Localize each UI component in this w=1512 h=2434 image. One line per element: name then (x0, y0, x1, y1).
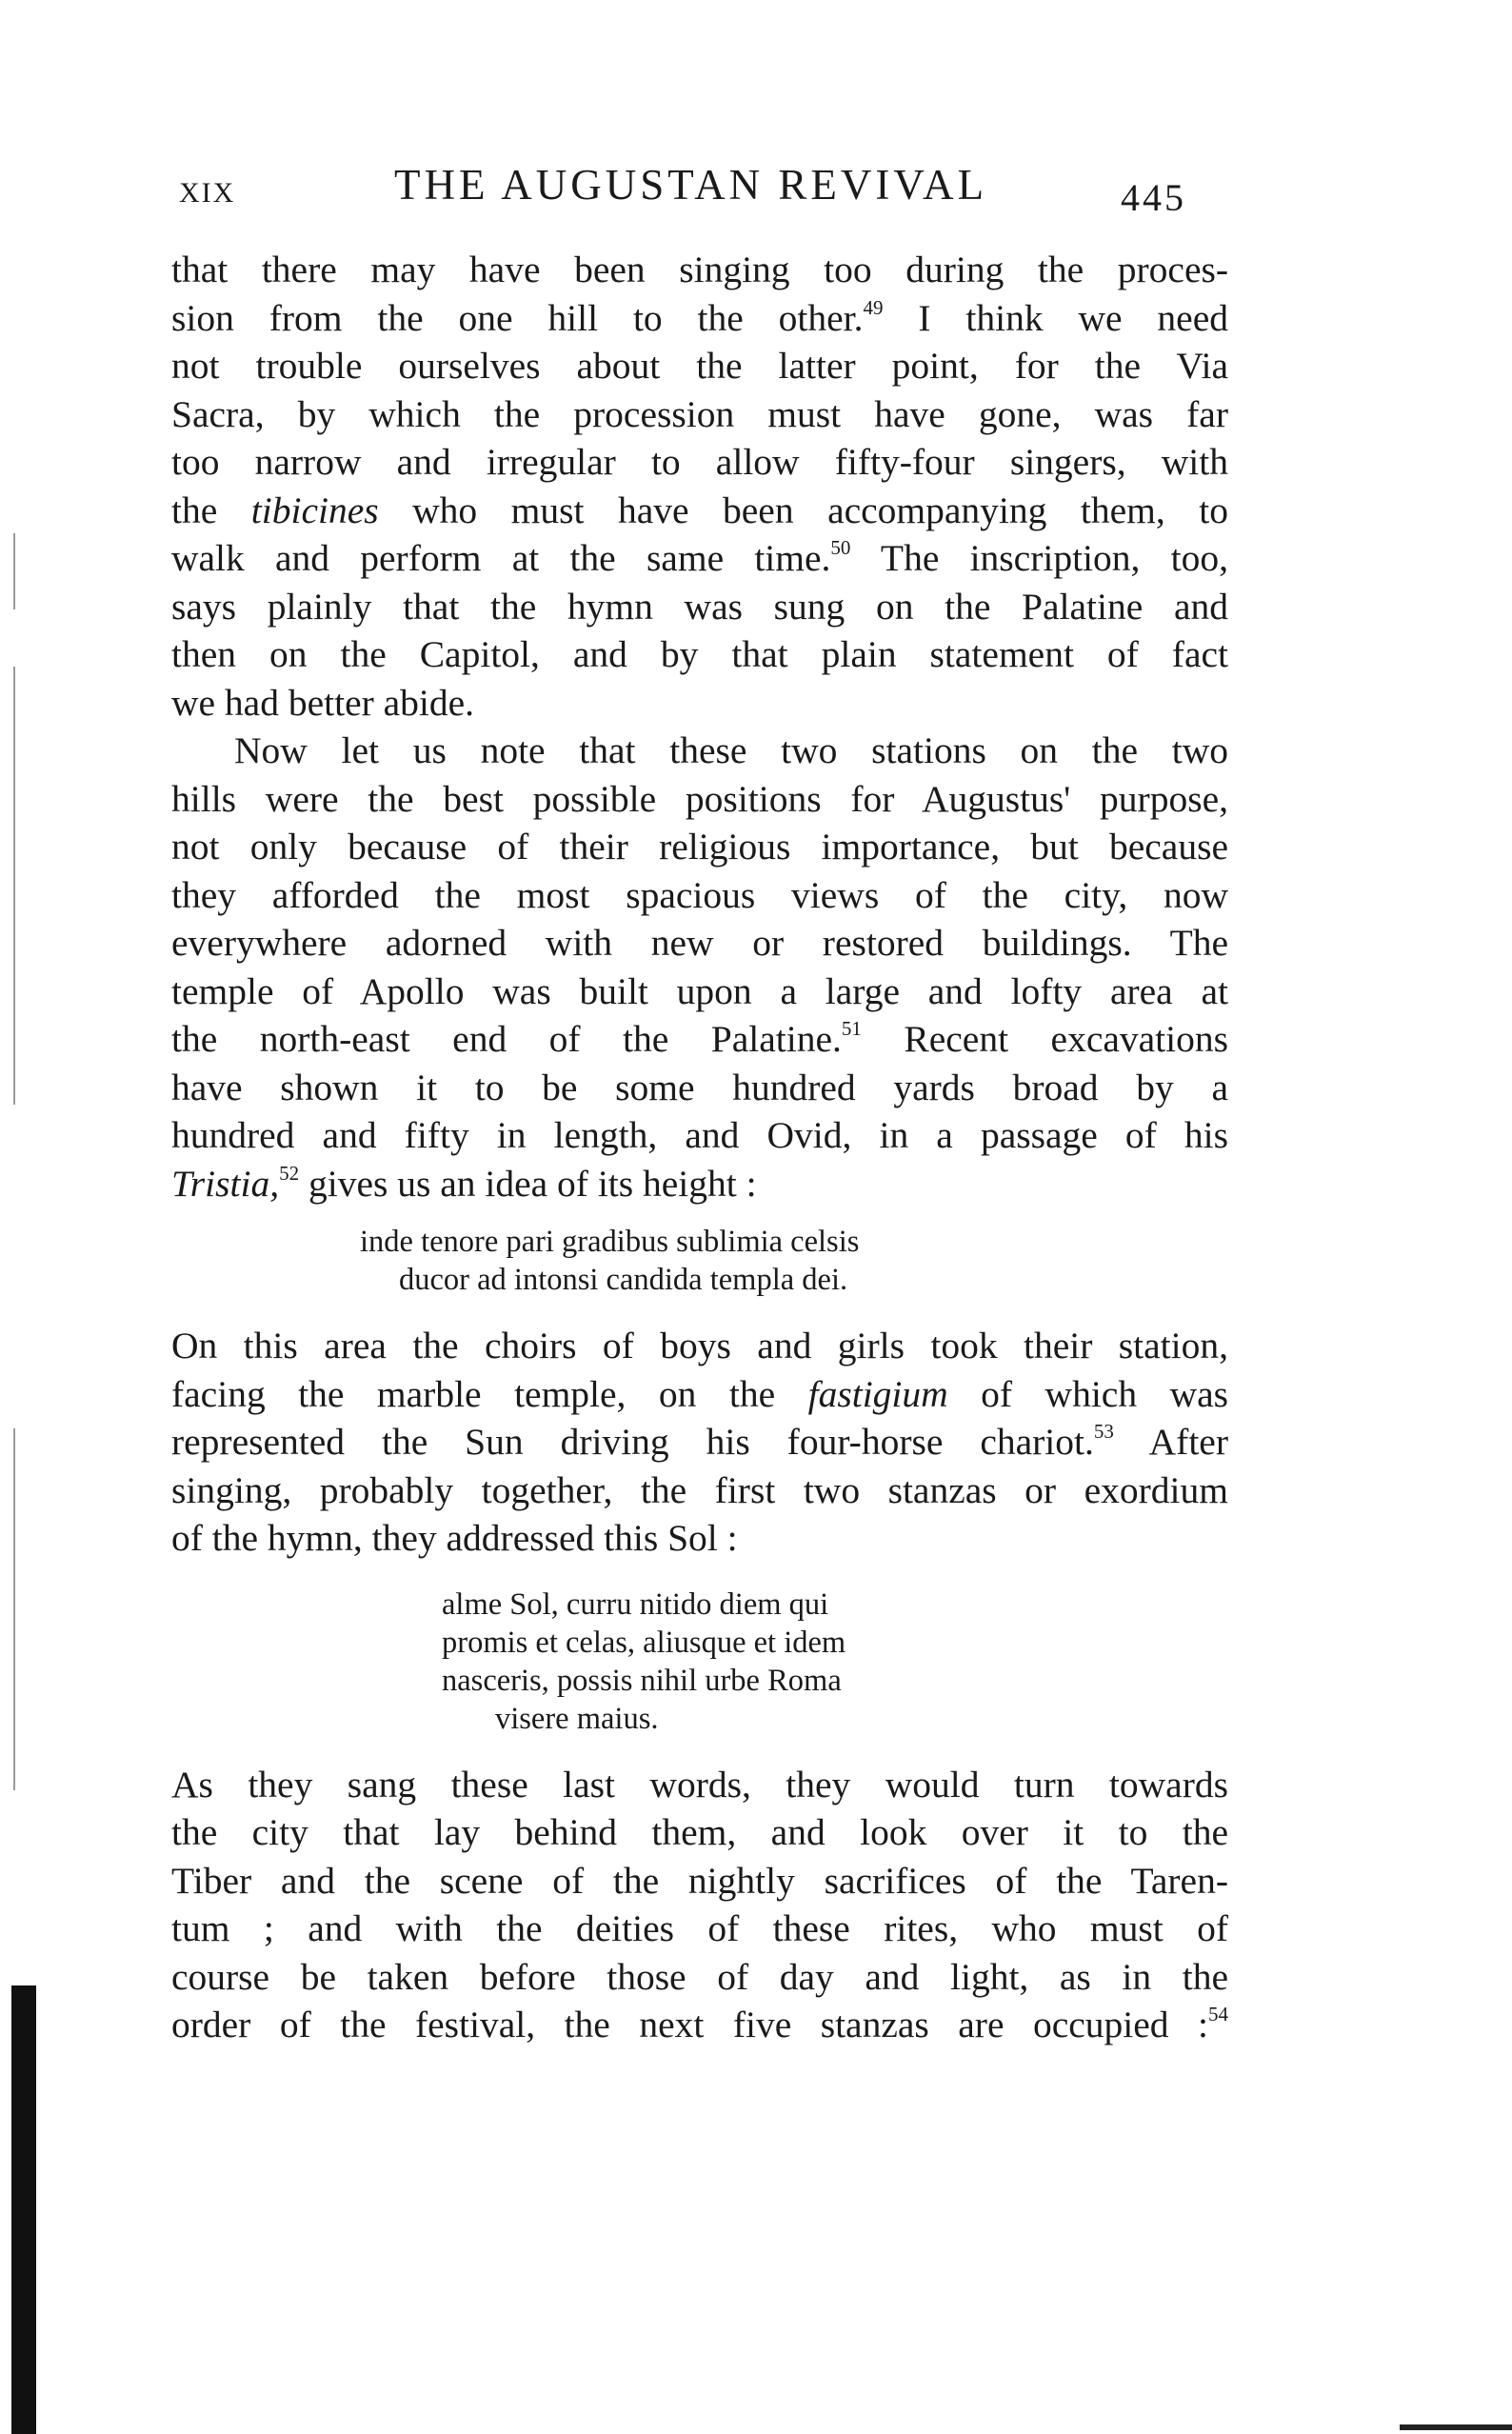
scan-edge-mark (13, 1428, 15, 1790)
text-line: the city that lay behind them, and look over it to the (171, 1811, 1228, 1853)
paragraph-1 (171, 246, 1228, 727)
text-line: order of the festival, the next five stanzas are occupied :$^{54}$ (171, 2003, 1228, 2045)
text-line: not trouble ourselves about the latter point, for the Via (171, 345, 1228, 387)
text-line: Tristia,$^{52}$ gives us an idea of its height : (171, 1161, 757, 1205)
running-header (0, 160, 1512, 217)
latin-quotation-1 (360, 1207, 1228, 1322)
footnote-ref-49: 49 (863, 295, 884, 319)
text-line: temple of Apollo was built upon a large and lofty area at (171, 969, 1228, 1012)
text-line: too narrow and irregular to allow fifty-four singers, with (171, 441, 1228, 483)
scan-edge-mark (13, 533, 15, 609)
text-line: walk and perform at the same time.$^{50}$ The inscription, too, (171, 536, 1228, 579)
text-line: represented the Sun driving his four-horse chariot.$^{53}$ After (171, 1420, 1228, 1463)
text-line: that there may have been singing too during the proces- (171, 249, 1228, 290)
text-line: Now let us note that these two stations on the two (234, 729, 1228, 771)
text-line: facing the marble temple, on the fastigium of which was (171, 1372, 1229, 1415)
text-line: Tiber and the scene of the nightly sacrifices of the Taren- (171, 1859, 1228, 1902)
latin-quotation-2 (442, 1563, 1228, 1761)
text-line: says plainly that the hymn was sung on the Palatine and (171, 585, 1228, 628)
chapter-number: XIX (179, 177, 236, 209)
text-line: we had better abide. (171, 681, 475, 724)
italic-term: fastigium (807, 1372, 948, 1415)
paragraph-3 (171, 1322, 1228, 1563)
text-line: then on the Capitol, and by that plain statement of fact (171, 633, 1228, 675)
scan-edge-shadow (11, 1985, 36, 2434)
text-line: sion from the one hill to the other.$^{49}$ I think we need (171, 295, 1228, 339)
text-line: singing, probably together, the first two stanzas or exordium (171, 1468, 1228, 1511)
text-line: have shown it to be some hundred yards broad by a (171, 1066, 1228, 1108)
italic-term: tibicines (250, 489, 379, 531)
text-line: hills were the best possible positions for Augustus' purpose, (171, 777, 1228, 820)
verse-line: visere maius. (495, 1701, 659, 1736)
verse-line: ducor ad intonsi candida templa dei. (399, 1263, 848, 1297)
scan-edge-mark (13, 667, 15, 1105)
paragraph-4 (171, 1761, 1228, 2049)
paragraph-2 (171, 727, 1228, 1207)
page-number: 445 (1121, 176, 1186, 219)
verse-line: inde tenore pari gradibus sublimia celsis (360, 1225, 860, 1259)
italic-title: Tristia, (171, 1162, 280, 1205)
text-line: hundred and fifty in length, and Ovid, in a passage of his (171, 1114, 1228, 1156)
running-title: THE AUGUSTAN REVIVAL (394, 161, 988, 209)
scan-edge-mark (1400, 2424, 1512, 2430)
text-line: the north-east end of the Palatine.$^{51}$ Recent excavations (171, 1017, 1228, 1060)
verse-line: nasceris, possis nihil urbe Roma (442, 1663, 842, 1698)
footnote-ref-51: 51 (841, 1017, 862, 1040)
verse-line: alme Sol, curru nitido diem qui (442, 1586, 829, 1622)
footnote-ref-53: 53 (1093, 1420, 1114, 1443)
text-line: they afforded the most spacious views of the city, now (171, 873, 1228, 916)
verse-line: promis et celas, aliusque et idem (442, 1625, 846, 1660)
text-line: As they sang these last words, they would turn towards (171, 1763, 1228, 1806)
footnote-ref-52: 52 (279, 1161, 300, 1185)
text-line: tum ; and with the deities of these rites, who must of (171, 1907, 1228, 1949)
footnote-ref-50: 50 (830, 536, 851, 559)
text-line: the tibicines who must have been accompanying them, to (171, 489, 1228, 531)
text-line: everywhere adorned with new or restored buildings. The (171, 922, 1228, 964)
text-line: Sacra, by which the procession must have gone, was far (171, 392, 1228, 435)
text-line: course be taken before those of day and light, as in the (171, 1955, 1228, 1998)
footnote-ref-54: 54 (1208, 2003, 1228, 2025)
text-line: On this area the choirs of boys and girls took their station, (171, 1325, 1228, 1367)
text-line: of the hymn, they addressed this Sol : (171, 1517, 738, 1559)
text-line: not only because of their religious importance, but because (171, 826, 1228, 868)
body-text (171, 246, 1228, 2049)
